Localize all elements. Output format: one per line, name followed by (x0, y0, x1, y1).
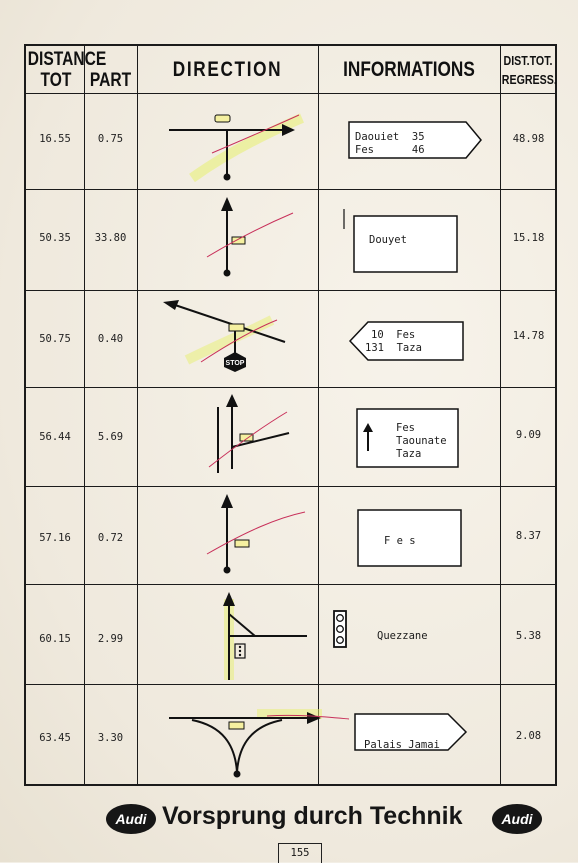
row-1-regress: 48.98 (512, 133, 545, 145)
row-6-tot: 60.15 (39, 633, 71, 645)
header-regress: REGRESS. (501, 72, 557, 87)
column-divider (500, 46, 501, 784)
row-1-info-line-2: Fes 46 (355, 144, 425, 156)
row-5-direction-diagram (137, 486, 318, 584)
stop-sign-text: STOP (225, 360, 245, 367)
row-1-tot: 16.55 (39, 133, 71, 145)
row-4-info-line-1: Fes (396, 422, 415, 434)
roadbook-table (24, 44, 557, 786)
row-4-part: 5.69 (97, 431, 124, 443)
row-3-info-line-1: 10 Fes (371, 329, 416, 341)
audi-logo: Audi (492, 804, 542, 834)
row-7-info-sign (318, 684, 500, 788)
row-2-part: 33.80 (94, 232, 127, 244)
header-informations: INFORMATIONS (343, 58, 475, 81)
row-7-tot: 63.45 (39, 732, 71, 744)
row-6-info-line-1: Quezzane (377, 630, 428, 642)
row-1-part: 0.75 (97, 133, 124, 145)
audi-logo: Audi (106, 804, 156, 834)
header-dist-tot: DIST.TOT. (503, 53, 553, 68)
row-1-info-line-1: Daouiet 35 (355, 131, 425, 143)
row-3-regress: 14.78 (512, 330, 545, 342)
row-4-info-line-3: Taza (396, 448, 422, 460)
row-2-direction-diagram (137, 189, 318, 290)
row-5-part: 0.72 (97, 532, 124, 544)
page-number: 155 (278, 843, 322, 863)
row-2-info-line-1: Douyet (369, 234, 407, 246)
header-part: PART (89, 70, 132, 91)
footer (0, 796, 578, 846)
row-2-regress: 15.18 (512, 232, 545, 244)
row-7-regress: 2.08 (515, 730, 542, 742)
row-5-info-line-1: F e s (384, 535, 416, 547)
row-7-direction-diagram (137, 684, 318, 788)
row-6-direction-diagram (137, 584, 318, 684)
row-4-regress: 9.09 (515, 429, 542, 441)
row-7-info-line-1: Palais Jamai (364, 739, 440, 751)
row-7-part: 3.30 (97, 732, 124, 744)
row-3-direction-diagram (137, 290, 318, 387)
row-1-direction-diagram (137, 93, 318, 189)
header-distance: DISTANCE (27, 49, 107, 70)
row-5-tot: 57.16 (39, 532, 71, 544)
header-direction: DIRECTION (172, 58, 283, 81)
row-3-tot: 50.75 (39, 333, 71, 345)
row-4-direction-diagram (137, 387, 318, 486)
row-3-info-line-2: 131 Taza (365, 342, 422, 354)
row-4-tot: 56.44 (39, 431, 71, 443)
row-2-info-sign (318, 189, 500, 290)
row-2-tot: 50.35 (39, 232, 71, 244)
row-4-info-line-2: Taounate (396, 435, 447, 447)
row-6-part: 2.99 (97, 633, 124, 645)
row-6-regress: 5.38 (515, 630, 542, 642)
row-3-part: 0.40 (97, 333, 124, 345)
column-divider (84, 46, 85, 784)
slogan: Vorsprung durch Technik (162, 802, 463, 830)
header-tot: TOT (40, 70, 72, 91)
row-5-regress: 8.37 (515, 530, 542, 542)
